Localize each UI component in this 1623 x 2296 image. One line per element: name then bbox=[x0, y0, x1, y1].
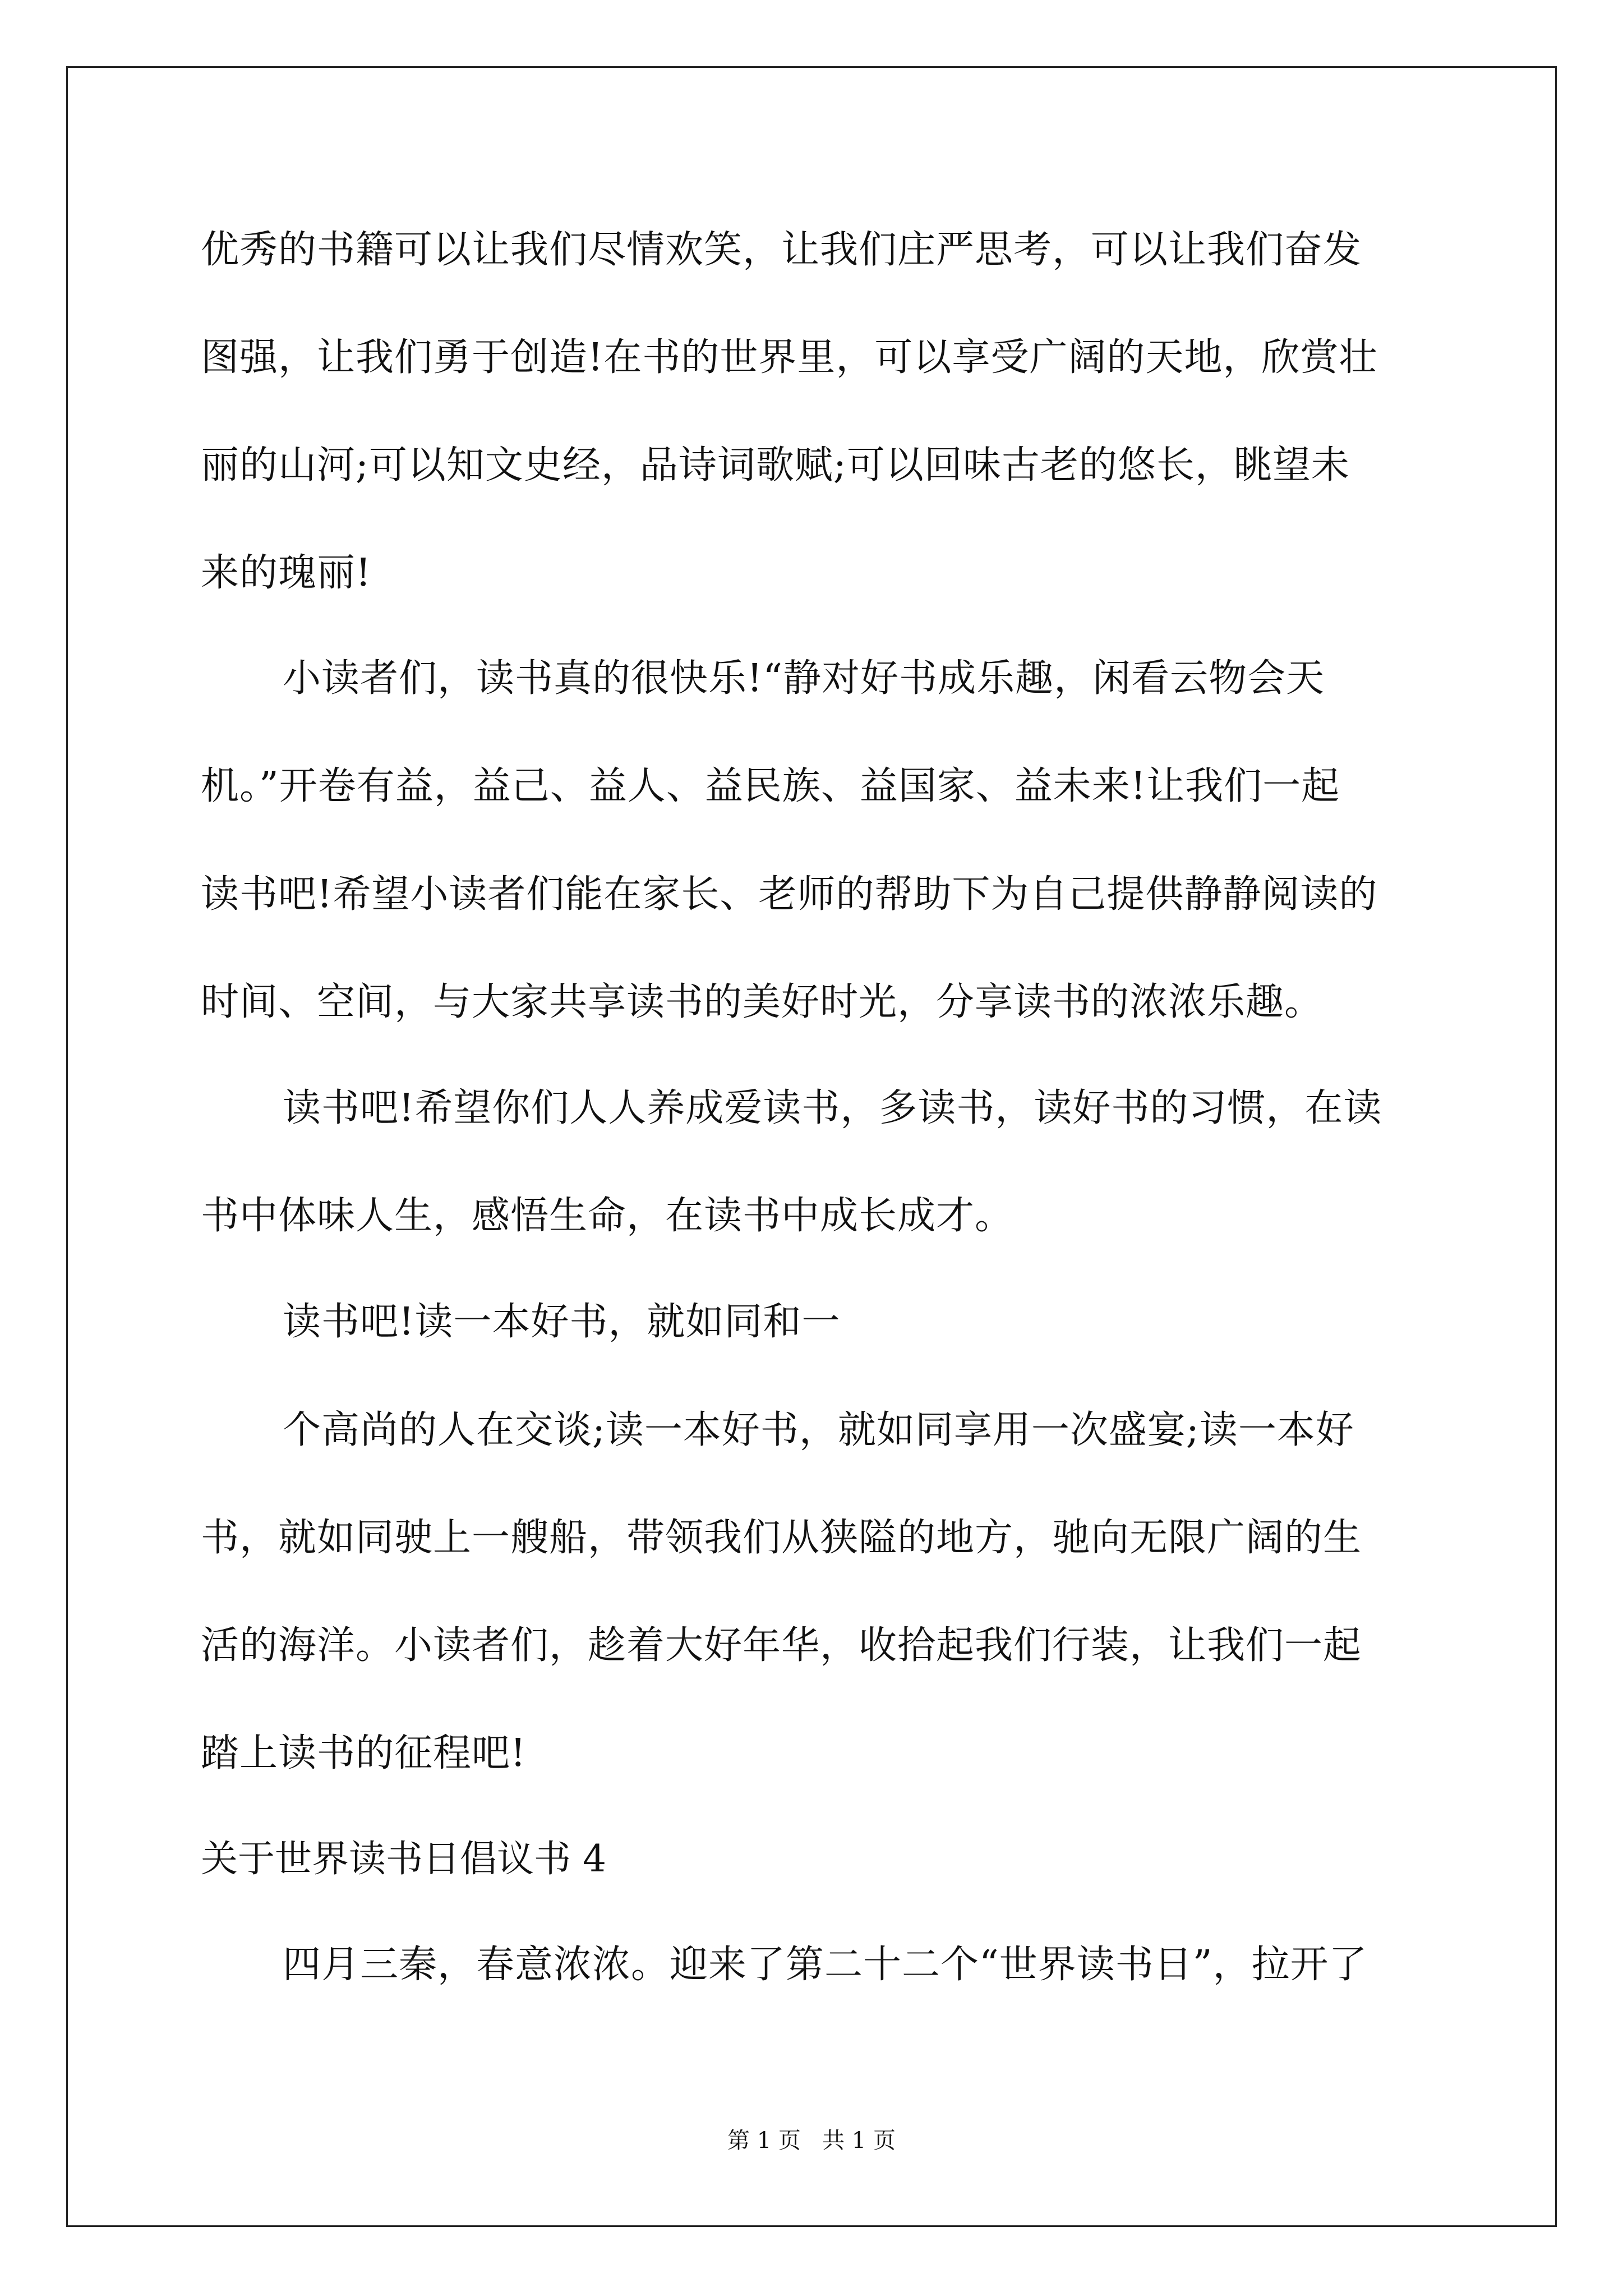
page-footer: 第 1 页 共 1 页 bbox=[727, 2128, 896, 2154]
paragraph-line: 丽的山河;可以知文史经，品诗词歌赋;可以回味古老的悠长，眺望未 bbox=[201, 443, 1350, 487]
paragraph-line: 书，就如同驶上一艘船，带领我们从狭隘的地方，驰向无限广阔的生 bbox=[201, 1516, 1362, 1560]
paragraph-line: 读书吧!希望小读者们能在家长、老师的帮助下为自己提供静静阅读的 bbox=[201, 872, 1378, 917]
paragraph-line: 活的海洋。小读者们，趁着大好年华，收拾起我们行装，让我们一起 bbox=[201, 1623, 1362, 1668]
paragraph-line: 个高尚的人在交谈;读一本好书，就如同享用一次盛宴;读一本好 bbox=[283, 1408, 1354, 1452]
page-border bbox=[66, 66, 1557, 2227]
paragraph-line: 来的瑰丽! bbox=[201, 551, 372, 595]
paragraph-line: 读书吧!希望你们人人养成爱读书，多读书，读好书的习惯，在读 bbox=[283, 1086, 1382, 1130]
paragraph-line: 图强，让我们勇于创造!在书的世界里，可以享受广阔的天地，欣赏壮 bbox=[201, 335, 1378, 380]
paragraph-line: 优秀的书籍可以让我们尽情欢笑，让我们庄严思考，可以让我们奋发 bbox=[201, 228, 1362, 272]
paragraph-line: 机。”开卷有益，益己、益人、益民族、益国家、益未来!让我们一起 bbox=[201, 764, 1340, 808]
paragraph-line: 读书吧!读一本好书，就如同和一 bbox=[283, 1300, 841, 1344]
paragraph-line: 踏上读书的征程吧! bbox=[201, 1731, 527, 1775]
paragraph-line: 时间、空间，与大家共享读书的美好时光，分享读书的浓浓乐趣。 bbox=[201, 980, 1324, 1024]
paragraph-line: 书中体味人生，感悟生命，在读书中成长成才。 bbox=[201, 1194, 1014, 1238]
section-heading: 关于世界读书日倡议书 4 bbox=[201, 1837, 606, 1880]
paragraph-line: 小读者们，读书真的很快乐!“静对好书成乐趣，闲看云物会天 bbox=[283, 656, 1325, 701]
paragraph-line: 四月三秦，春意浓浓。迎来了第二十二个“世界读书日”，拉开了 bbox=[283, 1943, 1368, 1987]
